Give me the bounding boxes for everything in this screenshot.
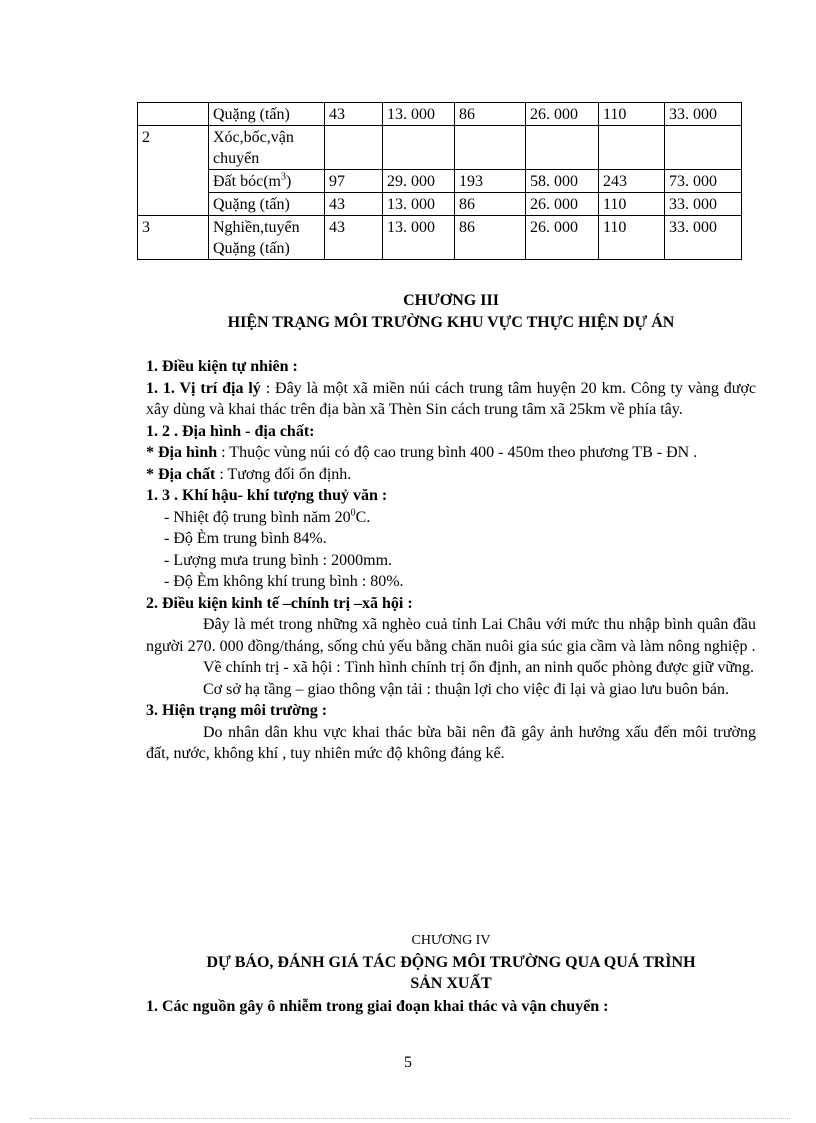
paragraph: [146, 464, 756, 486]
table-row: [138, 216, 742, 260]
chapter3-title: HIỆN TRẠNG MÔI TRƯỜNG KHU VỰC THỰC HIỆN DỰ ÁN: [227, 313, 675, 331]
superscript: 0: [350, 507, 356, 519]
table-cell: [455, 126, 526, 170]
table-cell: 43: [325, 216, 383, 260]
table-cell: 26. 000: [526, 216, 599, 260]
table-row: [138, 103, 742, 126]
list-item: [146, 507, 756, 529]
section-heading: 1. Các nguồn gây ô nhiễm trong giai đoạn khai thác và vận chuyển :: [146, 998, 609, 1015]
table-cell: 110: [599, 216, 665, 260]
table-cell: 193: [455, 170, 526, 193]
paragraph: [146, 378, 756, 421]
list-text: - Nhiệt độ trung bình năm 20: [164, 508, 351, 526]
section-heading: 1. Điều kiện tự nhiên :: [146, 358, 298, 375]
table-cell: 13. 000: [383, 193, 455, 216]
table-cell: 97: [325, 170, 383, 193]
section-heading: 3. Hiện trạng môi trường :: [146, 702, 328, 719]
chapter4-label: CHƯƠNG IV: [411, 933, 491, 948]
table-row: [138, 193, 742, 216]
table-cell: 29. 000: [383, 170, 455, 193]
table-cell: Quặng (tấn): [209, 103, 325, 126]
superscript: 3: [280, 171, 286, 183]
page-divider: [30, 1118, 790, 1119]
table-cell: 33. 000: [665, 216, 742, 260]
section-1: [146, 356, 756, 765]
table-cell: 33. 000: [665, 103, 742, 126]
table-cell: 43: [325, 103, 383, 126]
table-cell: 86: [455, 216, 526, 260]
table-cell: [209, 170, 325, 193]
table-cell: 110: [599, 193, 665, 216]
subsection-heading: 1. 3 . Khí hậu- khí tượng thuỷ văn :: [146, 487, 388, 504]
cell-text: ): [285, 173, 292, 190]
paragraph: Đây là mét trong những xã nghèo cuả tỉnh Lai Châu với mức thu nhập bình quân đầu người 270. 000 đồng/tháng, sống chủ yếu bằng chăn nuôi gia súc gia cầm và làm nông nghiệp .: [146, 616, 756, 655]
table-cell: [526, 126, 599, 170]
table-cell: Nghiền,tuyển Quặng (tấn): [209, 216, 325, 260]
table-row: [138, 170, 742, 193]
table-row: [138, 126, 742, 170]
list-item: - Độ Èm không khí trung bình : 80%.: [164, 573, 404, 590]
item-label: * Địa chất: [146, 465, 216, 483]
table-cell: Quặng (tấn): [209, 193, 325, 216]
table-cell: [599, 126, 665, 170]
table-cell: 26. 000: [526, 103, 599, 126]
list-item: - Lượng mưa trung bình : 2000mm.: [164, 551, 393, 569]
item-label: * Địa hình: [146, 444, 218, 461]
chapter4-heading: [146, 930, 756, 995]
list-item: - Độ Èm trung bình 84%.: [164, 530, 327, 547]
table-cell: [138, 103, 209, 126]
table-cell: 86: [455, 193, 526, 216]
cell-text: Đất bóc(m: [213, 173, 281, 190]
paragraph-text: : Thuộc vùng núi có độ cao trung bình 400 - 450m theo phương TB - ĐN .: [217, 444, 698, 461]
table-cell: 2: [138, 126, 209, 216]
chapter3-label: CHƯƠNG III: [403, 292, 499, 309]
table-cell: 3: [138, 216, 209, 260]
table-cell: 110: [599, 103, 665, 126]
table-cell: 73. 000: [665, 170, 742, 193]
table-cell: 58. 000: [526, 170, 599, 193]
page-number: 5: [404, 1054, 412, 1071]
subsection-heading: 1. 2 . Địa hình - địa chất:: [146, 422, 315, 440]
table-cell: [665, 126, 742, 170]
chapter4-title: SẢN XUẤT: [410, 975, 492, 992]
paragraph: Do nhân dân khu vực khai thác bừa bãi nên đã gây ảnh hưởng xấu đến môi trường đất, nước, không khí , tuy nhiên mức độ không đáng kể.: [146, 723, 756, 762]
paragraph: [146, 442, 756, 464]
table-cell: 33. 000: [665, 193, 742, 216]
paragraph-text: : Tương đối ổn định.: [215, 465, 352, 483]
production-table: [137, 102, 742, 260]
subsection-label: 1. 1. Vị trí địa lý: [146, 379, 261, 397]
paragraph-text: : Đây là một xã miền núi cách trung tâm huyện 20 km. Công ty vàng được xây dùng và khai thác trên địa bàn xã Thèn Sin cách trung tâm xã 25km về phía tây.: [146, 379, 757, 418]
section-heading: 2. Điều kiện kinh tế –chính trị –xã hội :: [146, 594, 413, 612]
table-cell: 26. 000: [526, 193, 599, 216]
table-cell: [325, 126, 383, 170]
chapter4-title: DỰ BÁO, ĐÁNH GIÁ TÁC ĐỘNG MÔI TRƯỜNG QUA QUÁ TRÌNH: [206, 953, 696, 971]
list-text: C.: [355, 508, 371, 526]
table-cell: 43: [325, 193, 383, 216]
table-cell: 243: [599, 170, 665, 193]
chapter3-heading: [146, 290, 756, 333]
paragraph: Cơ sở hạ tầng – giao thông vận tải : thuận lợi cho việc đi lại và giao lưu buôn bán.: [203, 680, 729, 698]
table-cell: [383, 126, 455, 170]
table-cell: Xóc,bốc,vận chuyển: [209, 126, 325, 170]
table-cell: 13. 000: [383, 103, 455, 126]
table-cell: 13. 000: [383, 216, 455, 260]
table-cell: 86: [455, 103, 526, 126]
paragraph: Về chính trị - xã hội : Tình hình chính trị ổn định, an ninh quốc phòng được giữ vững.: [203, 659, 754, 676]
